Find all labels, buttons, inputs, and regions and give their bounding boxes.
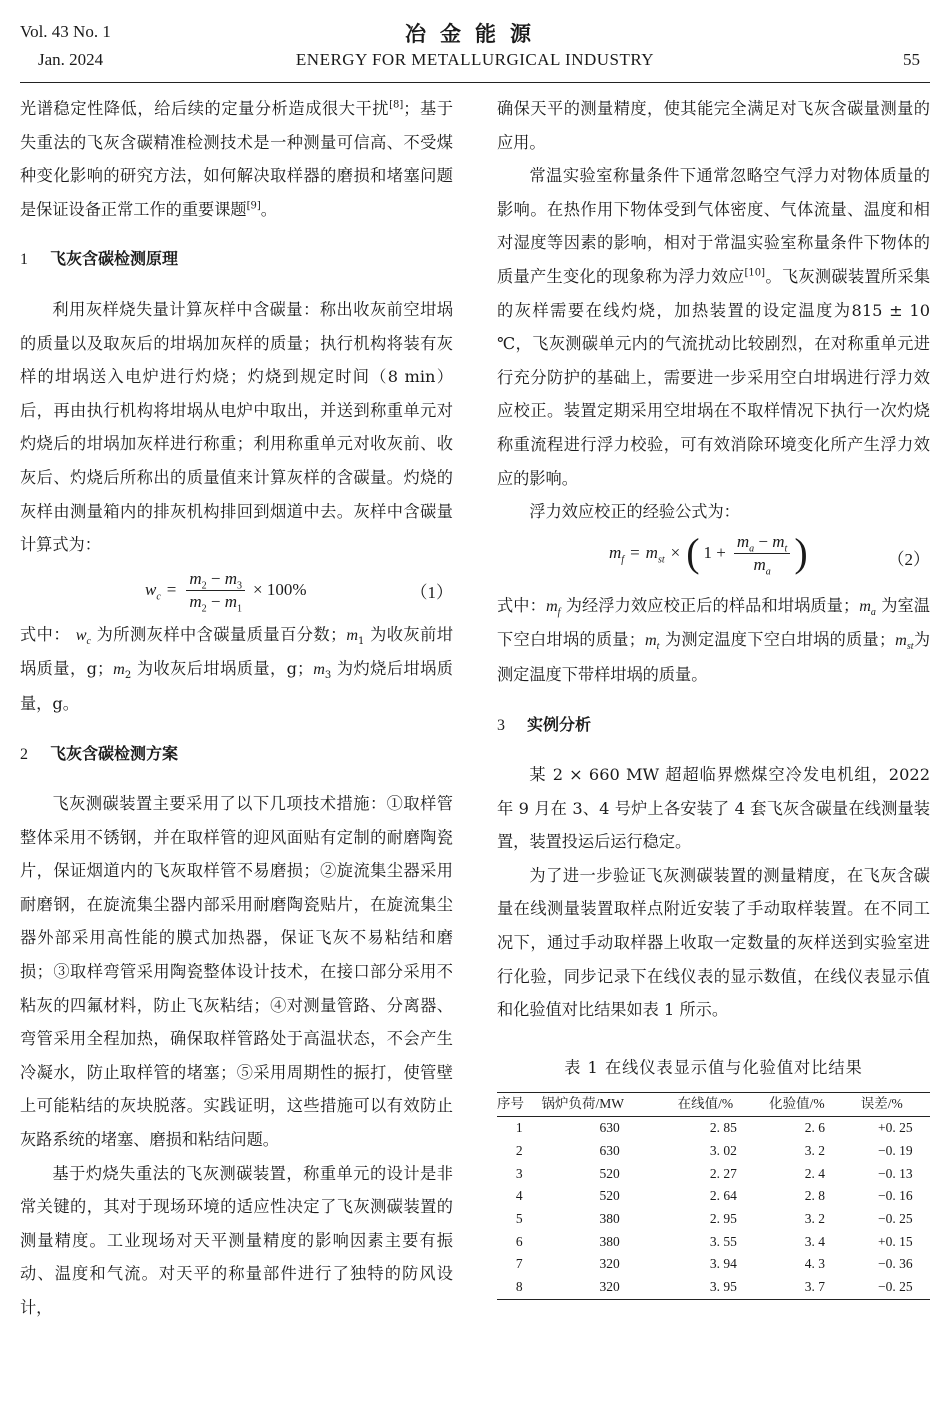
table-cell: 3. 95 (678, 1276, 770, 1299)
paragraph: 利用灰样烧失量计算灰样中含碳量：称出收灰前空坩埚的质量以及取灰后的坩埚加灰样的质量；执行机构将装有灰样的坩埚送入电炉进行灼烧；灼烧到规定时间（8 min）后，再由执行机构将坩埚从电炉中取出，并送到称重单元对灼烧后的坩埚加灰样进行称重；利用称重单元对收灰前、收灰后、灼烧后所称出的质量值来计算灰样的含碳量。灼烧的灰样由测量箱内的排灰机构排回到烟道中去。灰样中含碳量计算式为： (20, 299, 453, 555)
table-cell: 8 (497, 1276, 542, 1299)
table-row (497, 1117, 930, 1140)
paragraph: 为了进一步验证飞灰测碳装置的测量精度，在飞灰含碳量在线测量装置取样点附近安装了手动取样装置。在不同工况下，通过手动取样器上收取一定数量的灰样送到实验室进行化验，同步记录下在线仪表的显示数值，在线仪表显示值和化验值对比结果如表 1 所示。 (497, 865, 930, 1020)
table-cell: −0. 25 (861, 1276, 930, 1299)
section-heading (20, 737, 453, 772)
table-row (497, 1276, 930, 1299)
text: 。飞灰测碳装置所采集的灰样需要在线灼烧，加热装置的设定温度为815 ± 10 ℃，飞灰测碳单元内的气流扰动比较剧烈，在对称重单元进行充分防护的基础上，需要进一步采用空白坩埚进行浮力效应校正。装置定期采用空坩埚在不取样情况下执行一次灼烧称重流程进行浮力校验，可有效消除环境变化所产生浮力效应的影响。 (497, 266, 931, 488)
table-cell: 3. 55 (709, 1233, 737, 1249)
table-cell: 320 (599, 1256, 620, 1272)
paragraph (497, 159, 930, 495)
equation-number: （1） (410, 582, 453, 602)
journal-title-cn: 冶金能源 (405, 22, 545, 46)
table-cell: 320 (542, 1276, 678, 1299)
table-cell: 520 (599, 1188, 620, 1204)
table-cell: −0. 19 (878, 1142, 913, 1158)
table-cell: 3. 94 (709, 1256, 737, 1272)
table-cell: 630 (599, 1120, 620, 1136)
section-number: 2 (20, 745, 28, 763)
equation-number: （2） (887, 549, 930, 569)
text: 式中： (20, 624, 71, 644)
equation-1 (20, 562, 453, 618)
table-cell: 3. 4 (804, 1233, 826, 1249)
column-header: 序号 (497, 1093, 542, 1117)
table-cell: −0. 16 (878, 1188, 913, 1204)
section-heading (20, 242, 453, 277)
section-number: 3 (497, 716, 505, 734)
table-cell: 4. 3 (804, 1256, 826, 1272)
table-cell: 2. 4 (804, 1165, 826, 1181)
section-title: 实例分析 (527, 714, 592, 734)
table-cell: +0. 15 (878, 1233, 913, 1249)
paragraph: 式中：$m_f$ 为经浮力效应校正后的样品和坩埚质量；$m_a$ 为室温下空白坩埚的质量；$m_t$ 为测定温度下空白坩埚的质量；$m_{st}$为测定温度下带样坩埚的质量。 (497, 595, 931, 684)
text: 常温实验室称量条件下通常忽略空气浮力对物体质量的影响。在热作用下物体受到气体密度、气体流量、温度和相对湿度等因素的影响，相对于常温实验室称量条件下物体的质量产生变化的现象称为浮力效应 (497, 166, 930, 286)
equation-body: $m_f$ = $m_{st}$ × ( 1 + $\frac{m_a - m_t}{m_a}$ ) (609, 530, 808, 578)
text: 。 (260, 199, 277, 219)
section-title: 飞灰含碳检测方案 (50, 743, 179, 763)
text: 式中： (497, 595, 546, 615)
table-cell: 3 (515, 1165, 523, 1181)
table-cell: 630 (599, 1142, 620, 1158)
paragraph: 浮力效应校正的经验公式为： (529, 502, 740, 522)
table-cell: 2. 27 (709, 1165, 737, 1181)
table-cell: −0. 25 (878, 1210, 913, 1226)
paragraph: 基于灼烧失重法的飞灰测碳装置，称重单元的设计是非常关键的，其对于现场环境的适应性决定了飞灰测碳装置的测量精度。工业现场对天平测量精度的影响因素主要有振动、温度和气流。对天平的称量部件进行了独特的防风设计， (20, 1163, 453, 1317)
section-heading (497, 708, 930, 743)
text: 为测定温度下带样坩埚的质量。 (497, 630, 931, 684)
citation: [8] (389, 99, 404, 111)
paragraph (20, 92, 453, 226)
text: 为灼烧后坩埚质量，g。 (20, 659, 453, 713)
table-row (497, 1253, 930, 1276)
table-cell: 380 (599, 1233, 620, 1249)
page-number: 55 (903, 50, 920, 69)
table-row (497, 1185, 930, 1208)
text: 为收灰后坩埚质量，g； (136, 659, 314, 679)
table-cell: 2 (515, 1142, 523, 1158)
right-column (497, 92, 930, 1300)
volume-issue: Vol. 43 No. 1 (20, 22, 111, 41)
table-cell: 3. 2 (804, 1142, 826, 1158)
table-cell: 2. 8 (804, 1188, 826, 1204)
table-row (497, 1163, 930, 1186)
paragraph: 某 2 × 660 MW 超超临界燃煤空冷发电机组，2022 年 9 月在 3、4 号炉上各安装了 4 套飞灰含碳量在线测量装置，装置投运后运行稳定。 (497, 765, 930, 852)
column-header: 误差/% (861, 1093, 930, 1117)
column-header: 化验值/% (769, 1093, 861, 1117)
table-cell: 2. 6 (804, 1120, 826, 1136)
column-header: 锅炉负荷/MW (542, 1093, 678, 1117)
text: ；基于失重法的飞灰含碳精准检测技术是一种测量可信高、不受煤种变化影响的研究方法，如何解决取样器的磨损和堵塞问题是保证设备正常工作的重要课题 (20, 99, 454, 219)
table-cell: 5 (515, 1210, 523, 1226)
table-row (497, 1140, 930, 1163)
table-cell: 1 (515, 1120, 523, 1136)
text: 为测定温度下空白坩埚的质量； (664, 630, 896, 650)
journal-title-en: ENERGY FOR METALLURGICAL INDUSTRY (295, 50, 655, 69)
header-rule (20, 82, 930, 83)
table-cell: +0. 25 (878, 1120, 913, 1136)
table-cell: 2. 95 (709, 1210, 737, 1226)
table-header-row (497, 1093, 930, 1117)
table-caption: 表 1 在线仪表显示值与化验值对比结果 (564, 1057, 863, 1077)
table-row (497, 1208, 930, 1231)
table-row (497, 1231, 930, 1254)
paragraph: 式中： $w_c$ 为所测灰样中含碳量质量百分数；$m_1$ 为收灰前坩埚质量，g；$m_2$ 为收灰后坩埚质量，g；$m_3$ 为灼烧后坩埚质量，g。 (20, 624, 453, 713)
comparison-table (497, 1092, 930, 1299)
table-cell: 520 (599, 1165, 620, 1181)
citation: [9] (246, 200, 261, 212)
paragraph: 确保天平的测量精度，使其能完全满足对飞灰含碳量测量的应用。 (497, 99, 930, 152)
table-cell: 380 (599, 1210, 620, 1226)
table-cell: 2. 85 (709, 1120, 737, 1136)
table-cell: −0. 13 (878, 1165, 913, 1181)
text: 光谱稳定性降低，给后续的定量分析造成很大干扰 (20, 99, 390, 118)
table-cell: 3. 02 (709, 1142, 737, 1158)
paragraph: 飞灰测碳装置主要采用了以下几项技术措施：①取样管整体采用不锈钢，并在取样管的迎风面贴有定制的耐磨陶瓷片，保证烟道内的飞灰取样管不易磨损；②旋流集尘器采用耐磨钢，在旋流集尘器内部采用耐磨陶瓷贴片，在旋流集尘器外部采用高性能的膜式加热器，保证飞灰不易粘结和磨损；③取样弯管采用陶瓷整体设计技术，在接口部分采用不粘灰的四氟材料，防止飞灰粘结；④对测量管路、分离器、弯管采用全程加热，确保取样管路处于高温状态，不会产生冷凝水，防止取样管的堵塞；⑤采用周期性的振打，使管壁上可能粘结的灰块脱落。实践证明，这些措施可以有效防止灰路系统的堵塞、磨损和粘结问题。 (20, 794, 453, 1150)
section-title: 飞灰含碳检测原理 (50, 249, 179, 269)
table-cell: 3. 7 (769, 1276, 861, 1299)
issue-date: Jan. 2024 (38, 50, 104, 69)
running-header (20, 18, 930, 78)
table-cell: 2. 64 (709, 1188, 737, 1204)
text: 为经浮力效应校正后的样品和坩埚质量； (565, 595, 860, 615)
equation-2 (497, 529, 930, 589)
equation-body: $w_c$ = $\frac{m_2 - m_3}{m_2 - m_1}$ × 100% (145, 568, 307, 615)
table-cell: 7 (515, 1256, 523, 1272)
section-number: 1 (20, 251, 28, 269)
table-cell: 6 (515, 1233, 523, 1249)
text: 为所测灰样中含碳量质量百分数； (96, 624, 347, 644)
text: 为室温下空白坩埚的质量； (497, 595, 930, 650)
citation: [10] (744, 267, 766, 279)
column-header: 在线值/% (678, 1093, 770, 1117)
left-column (20, 92, 453, 1325)
text: 为收灰前坩埚质量，g； (20, 624, 453, 679)
table-cell: 4 (515, 1188, 523, 1204)
table-cell: −0. 36 (878, 1256, 913, 1272)
table-cell: 3. 2 (804, 1210, 826, 1226)
